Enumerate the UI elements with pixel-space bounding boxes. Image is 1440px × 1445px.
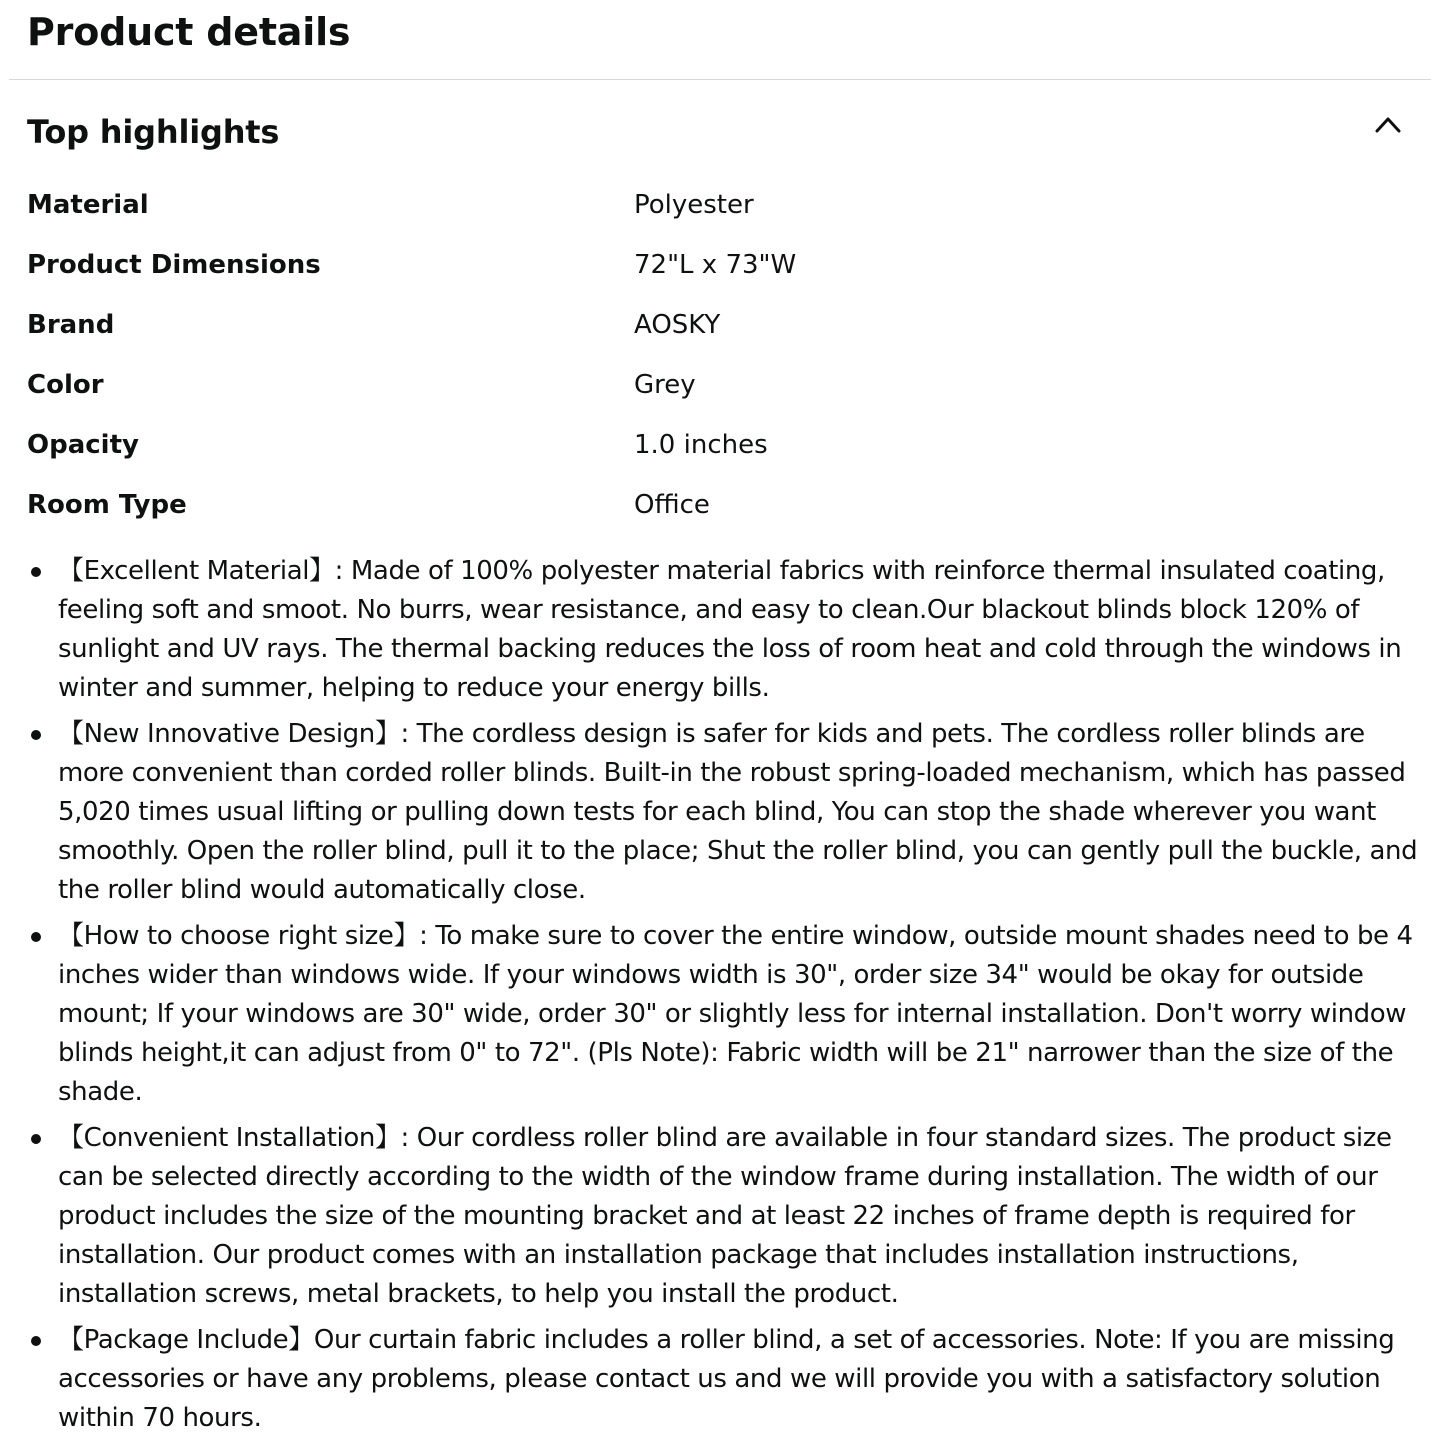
list-item <box>27 715 1422 910</box>
spec-row-opacity <box>27 415 1407 475</box>
top-highlights-header[interactable] <box>27 106 1407 156</box>
bullet-dot-icon <box>31 730 41 740</box>
bullet-dot-icon <box>31 1134 41 1144</box>
spec-row-brand <box>27 295 1407 355</box>
spec-label: Room Type <box>27 490 187 520</box>
spec-label: Material <box>27 190 149 220</box>
specs-table <box>27 175 1407 535</box>
bullet-dot-icon <box>31 1336 41 1346</box>
feature-bullet-list <box>27 552 1422 1445</box>
spec-label: Color <box>27 370 104 400</box>
bullet-text: 【How to choose right size】: To make sure to cover the entire window, outside mount shades need to be 4 inches wider than windows wide. If your windows width is 30", order size 34" would be okay for outside mount; If your windows are 30" wide, order 30" or slightly less for internal installation. Don't worry window blinds height,it can adjust from 0" to 72". (Pls Note): Fabric width will be 21" narrower than the size of the shade. <box>58 921 1413 1107</box>
spec-label: Product Dimensions <box>27 250 321 280</box>
spec-row-material <box>27 175 1407 235</box>
spec-value: AOSKY <box>634 310 721 340</box>
spec-value: 72"L x 73"W <box>634 250 797 280</box>
spec-row-product-dimensions <box>27 235 1407 295</box>
bullet-text: 【New Innovative Design】: The cordless design is safer for kids and pets. The cordless roller blinds are more convenient than corded roller blinds. Built-in the robust spring-loaded mechanism, which has passed 5,020 times usual lifting or pulling down tests for each blind, You can stop the shade wherever you want smoothly. Open the roller blind, pull it to the place; Shut the roller blind, you can gently pull the buckle, and the roller blind would automatically close. <box>58 719 1418 905</box>
bullet-text: 【Excellent Material】: Made of 100% polyester material fabrics with reinforce thermal insulated coating, feeling soft and smoot. No burrs, wear resistance, and easy to clean.Our blackout blinds block 120% of sunlight and UV rays. The thermal backing reduces the loss of room heat and cold through the windows in winter and summer, helping to reduce your energy bills. <box>58 556 1402 703</box>
list-item <box>27 917 1422 1112</box>
bullet-dot-icon <box>31 932 41 942</box>
spec-row-color <box>27 355 1407 415</box>
spec-value: Office <box>634 490 710 520</box>
section-divider <box>9 79 1431 80</box>
section-title: Top highlights <box>27 113 280 151</box>
chevron-up-icon[interactable] <box>1369 106 1407 144</box>
bullet-text: 【Convenient Installation】: Our cordless roller blind are available in four standard sizes. The product size can be selected directly according to the width of the window frame during installation. The width of our product includes the size of the mounting bracket and at least 22 inches of frame depth is required for installation. Our product comes with an installation package that includes installation instructions, installation screws, metal brackets, to help you install the product. <box>58 1123 1392 1309</box>
spec-value: Polyester <box>634 190 754 220</box>
bullet-text: 【Package Include】Our curtain fabric includes a roller blind, a set of accessories. Note: If you are missing accessories or have any problems, please contact us and we will provide you with a satisfactory solution within 70 hours. <box>58 1325 1395 1433</box>
bullet-dot-icon <box>31 567 41 577</box>
spec-label: Opacity <box>27 430 139 460</box>
list-item <box>27 552 1422 708</box>
spec-row-room-type <box>27 475 1407 535</box>
list-item <box>27 1321 1422 1438</box>
spec-value: 1.0 inches <box>634 430 768 460</box>
page-title: Product details <box>27 10 351 54</box>
spec-label: Brand <box>27 310 115 340</box>
list-item <box>27 1119 1422 1314</box>
spec-value: Grey <box>634 370 696 400</box>
